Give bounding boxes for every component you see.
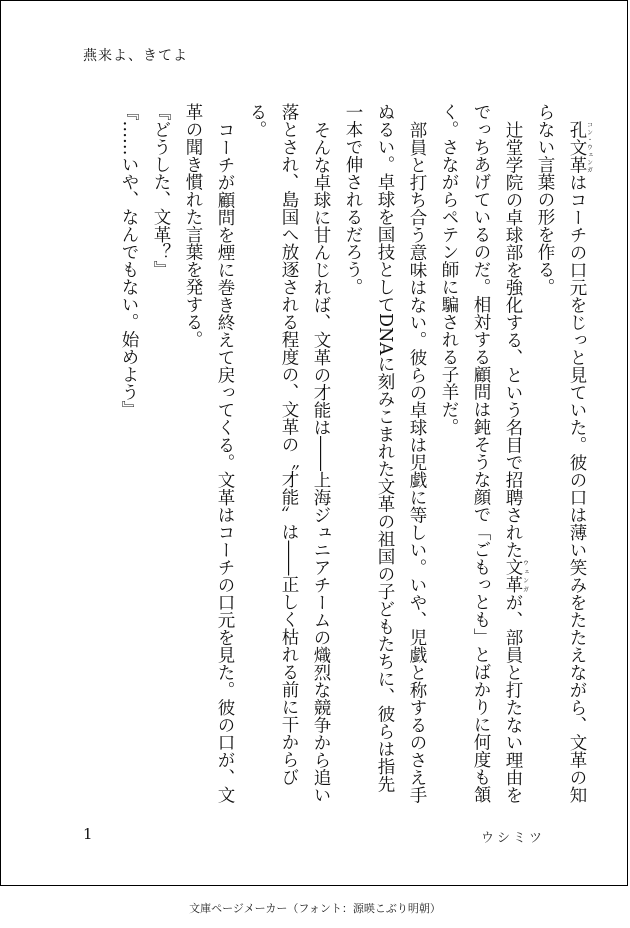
running-title: 燕来よ、きてよ — [83, 48, 188, 64]
paragraph-3: 部員と打ち合う意味はない。彼らの卓球は児戯に等しい。いや、児戯と称するのさえ手ぬるい。卓球を国技としてDNAに刻みこまれた文革の祖国の子どもたちに、彼らは指先一本で伸されるだろう。 — [343, 103, 427, 803]
paragraph-4: そんな卓球に甘んじれば、文革の才能は――上海ジュニアチームの熾烈な競争から追い落とされ、島国へ放逐される程度の、文革の〝才能〟は――正しく枯れる前に干からびる。 — [247, 103, 331, 803]
footer-caption: 文庫ページメーカー（フォント：源暎こぶり明朝） — [189, 902, 441, 915]
dialogue-2: 『……いや、なんでもない。始めよう』 — [119, 103, 139, 418]
dialogue-1: 『どうした、文革？』 — [151, 103, 171, 278]
page-number: 1 — [83, 825, 93, 843]
ruby-kong-wenge: 孔文革コン・ウェンガ — [567, 120, 593, 173]
author-name: ウシミツ — [480, 831, 545, 846]
paragraph-2: 辻堂学院の卓球部を強化する、という名目で招聘された文革ウェンガが、部員と打たない理由をでっちあげているのだ。相対する顧問は鈍そうな顔で「ごもっとも」とばかりに何度も頷く。さながらペテン師に騙される子羊だ。 — [439, 103, 529, 803]
vertical-body-text — [75, 103, 593, 808]
paragraph-5: コーチが顧問を煙に巻き終えて戻ってくる。文革はコーチの口元を見た。彼の口が、文革の聞き慣れた言葉を発する。 — [183, 103, 235, 803]
paragraph-1: 孔文革コン・ウェンガはコーチの口元をじっと見ていた。彼の口は薄い笑みをたたえながら、文革の知らない言葉の形を作る。 — [535, 103, 593, 803]
ruby-wenge: 文革ウェンガ — [503, 558, 529, 593]
